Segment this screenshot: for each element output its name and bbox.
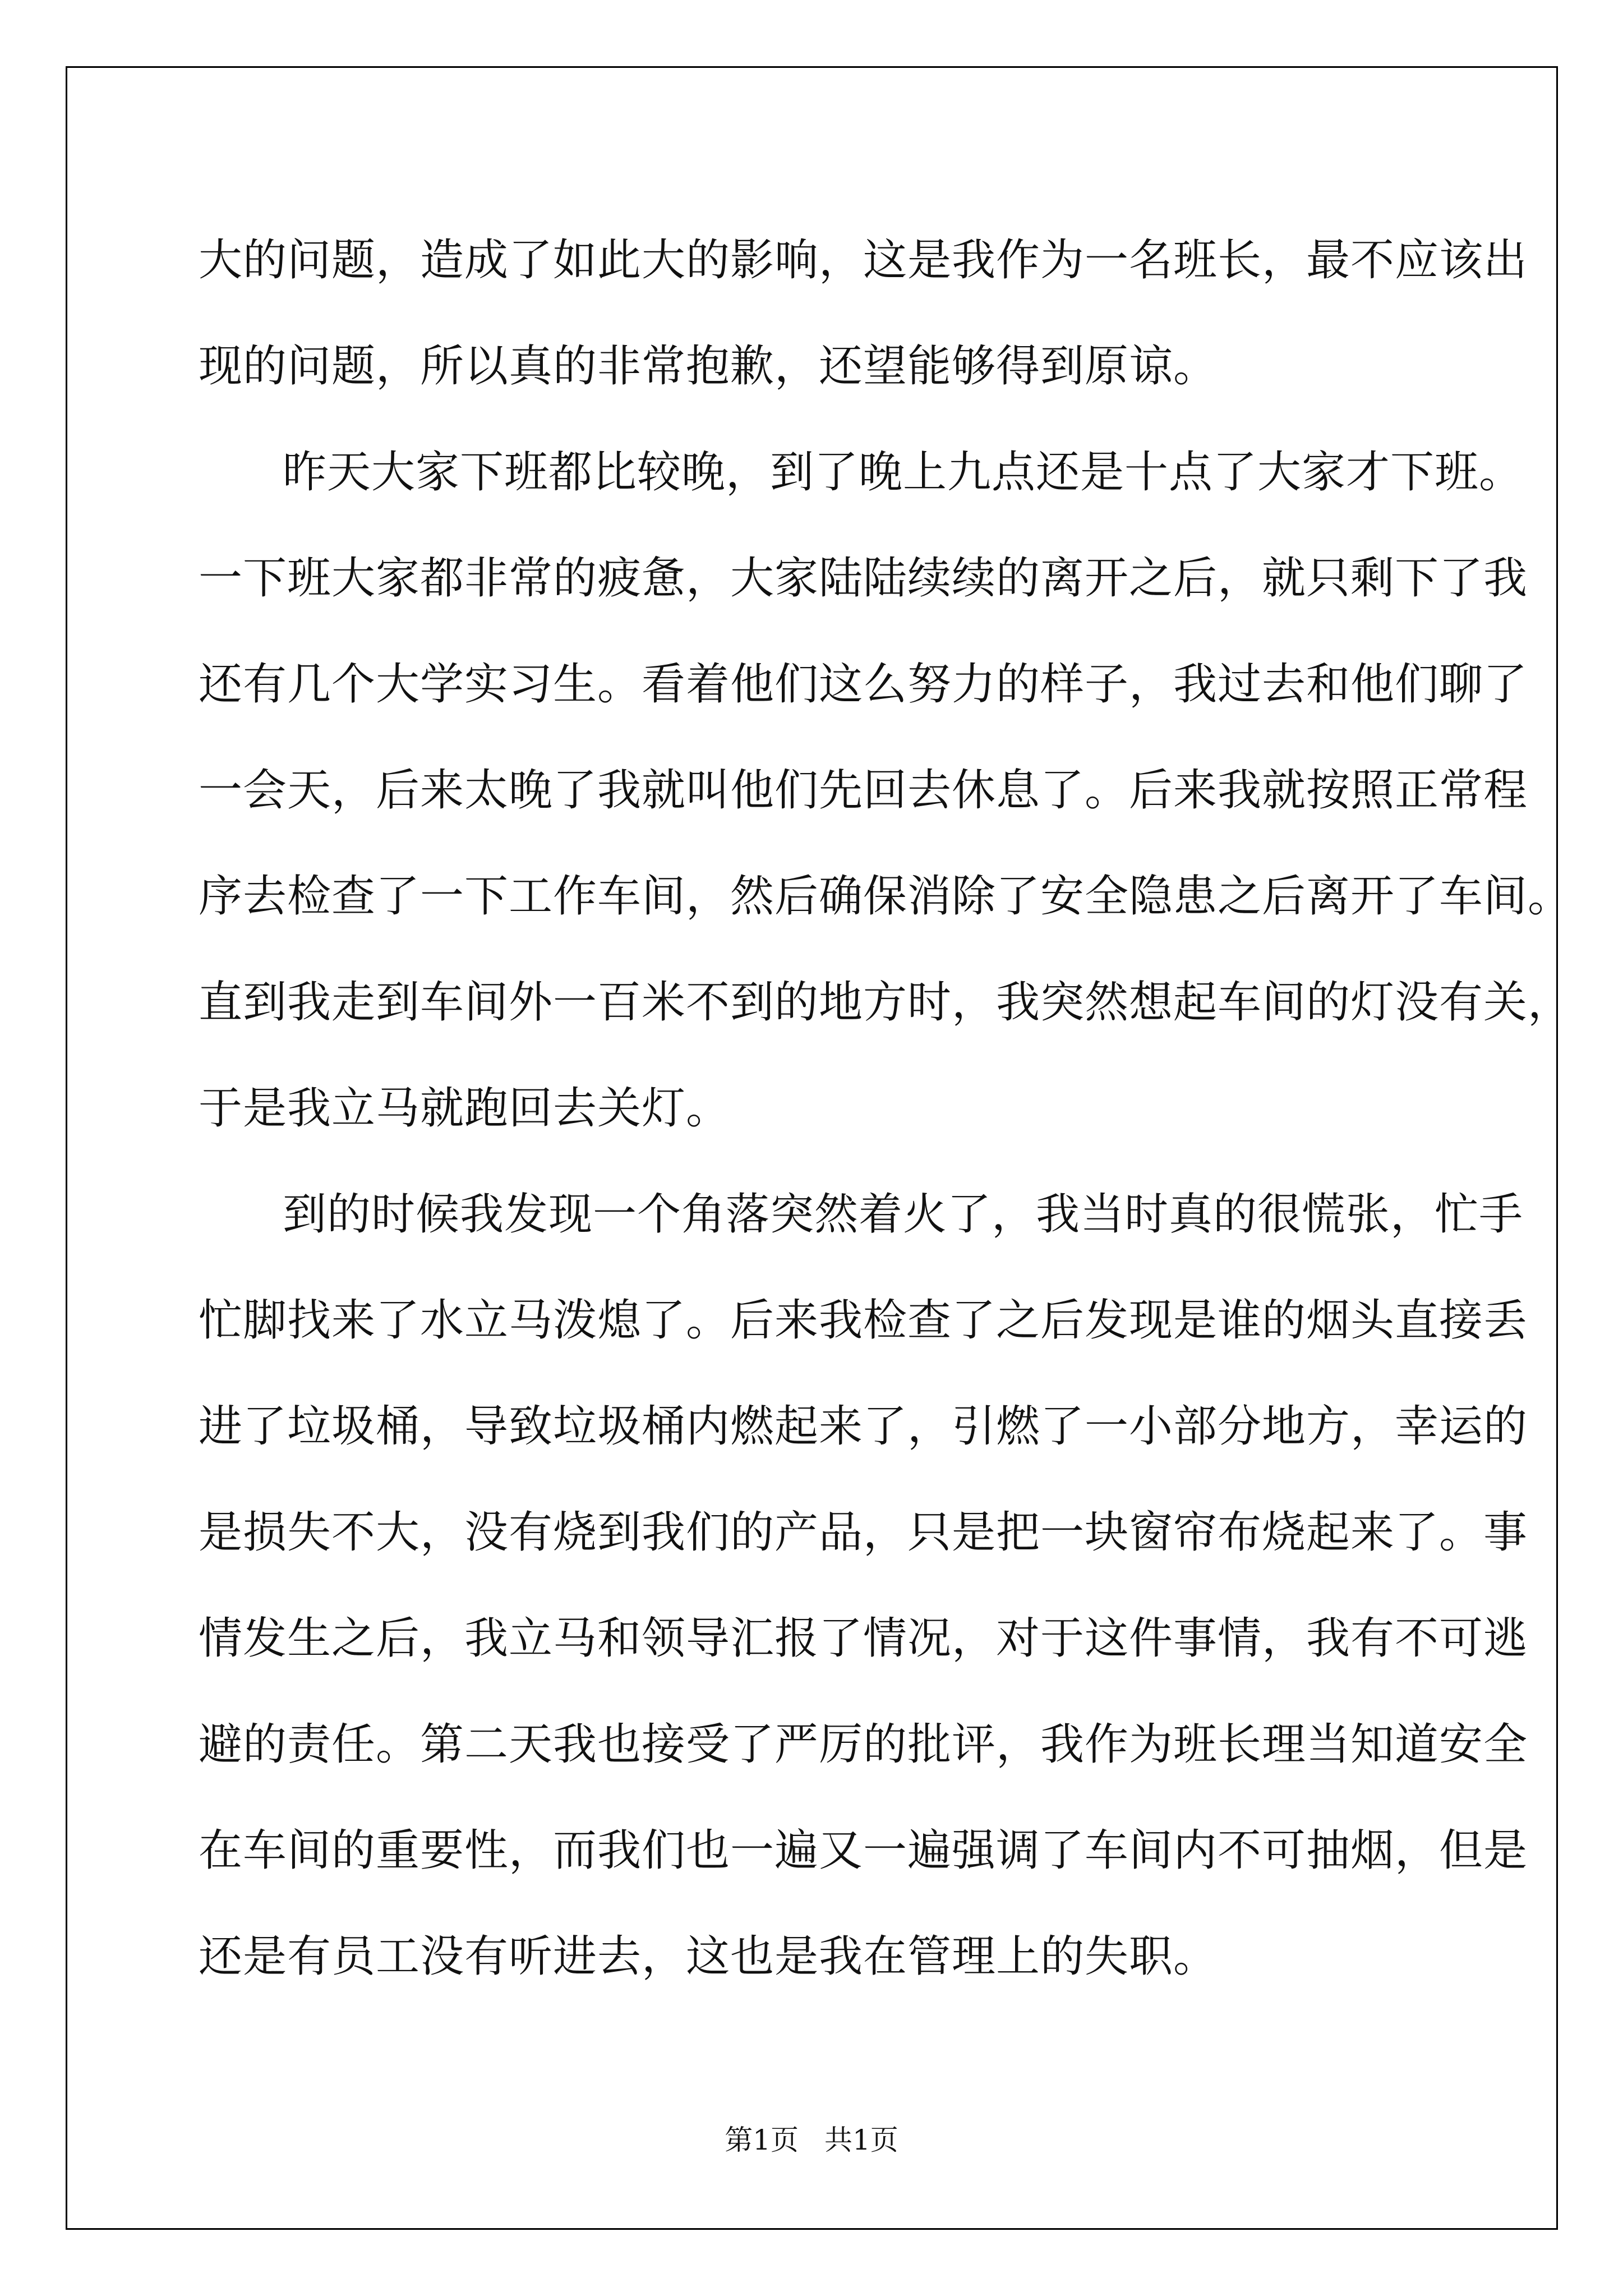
text-line: 是损失不大，没有烧到我们的产品，只是把一块窗帘布烧起来了。事 [199, 1507, 1528, 1558]
page-footer [0, 2118, 1623, 2158]
text-line: 在车间的重要性，而我们也一遍又一遍强调了车间内不可抽烟，但是 [199, 1825, 1528, 1876]
text-line: 序去检查了一下工作车间，然后确保消除了安全隐患之后离开了车间。 [199, 871, 1573, 922]
text-line: 忙脚找来了水立马泼熄了。后来我检查了之后发现是谁的烟头直接丢 [199, 1295, 1528, 1346]
text-line: 一下班大家都非常的疲惫，大家陆陆续续的离开之后，就只剩下了我 [199, 553, 1528, 604]
text-line: 现的问题，所以真的非常抱歉，还望能够得到原谅。 [199, 341, 1218, 392]
text-line: 还是有员工没有听进去，这也是我在管理上的失职。 [199, 1931, 1218, 1982]
text-line: 大的问题，造成了如此大的影响，这是我作为一名班长，最不应该出 [199, 235, 1528, 286]
text-line: 到的时候我发现一个角落突然着火了，我当时真的很慌张，忙手 [283, 1189, 1524, 1240]
page-total: 共1页 [824, 2124, 898, 2156]
text-line: 一会天，后来太晚了我就叫他们先回去休息了。后来我就按照正常程 [199, 765, 1528, 816]
text-line: 直到我走到车间外一百米不到的地方时，我突然想起车间的灯没有关， [199, 977, 1573, 1028]
document-body [199, 208, 1573, 2010]
text-line: 昨天大家下班都比较晚，到了晚上九点还是十点了大家才下班。 [283, 447, 1524, 498]
text-line: 于是我立马就跑回去关灯。 [199, 1083, 731, 1134]
text-line: 情发生之后，我立马和领导汇报了情况，对于这件事情，我有不可逃 [199, 1613, 1528, 1664]
text-line: 避的责任。第二天我也接受了严厉的批评，我作为班长理当知道安全 [199, 1719, 1528, 1770]
text-line: 还有几个大学实习生。看着他们这么努力的样子，我过去和他们聊了 [199, 659, 1528, 710]
text-line: 进了垃圾桶，导致垃圾桶内燃起来了，引燃了一小部分地方，幸运的 [199, 1401, 1528, 1452]
page-number: 第1页 [725, 2124, 799, 2156]
